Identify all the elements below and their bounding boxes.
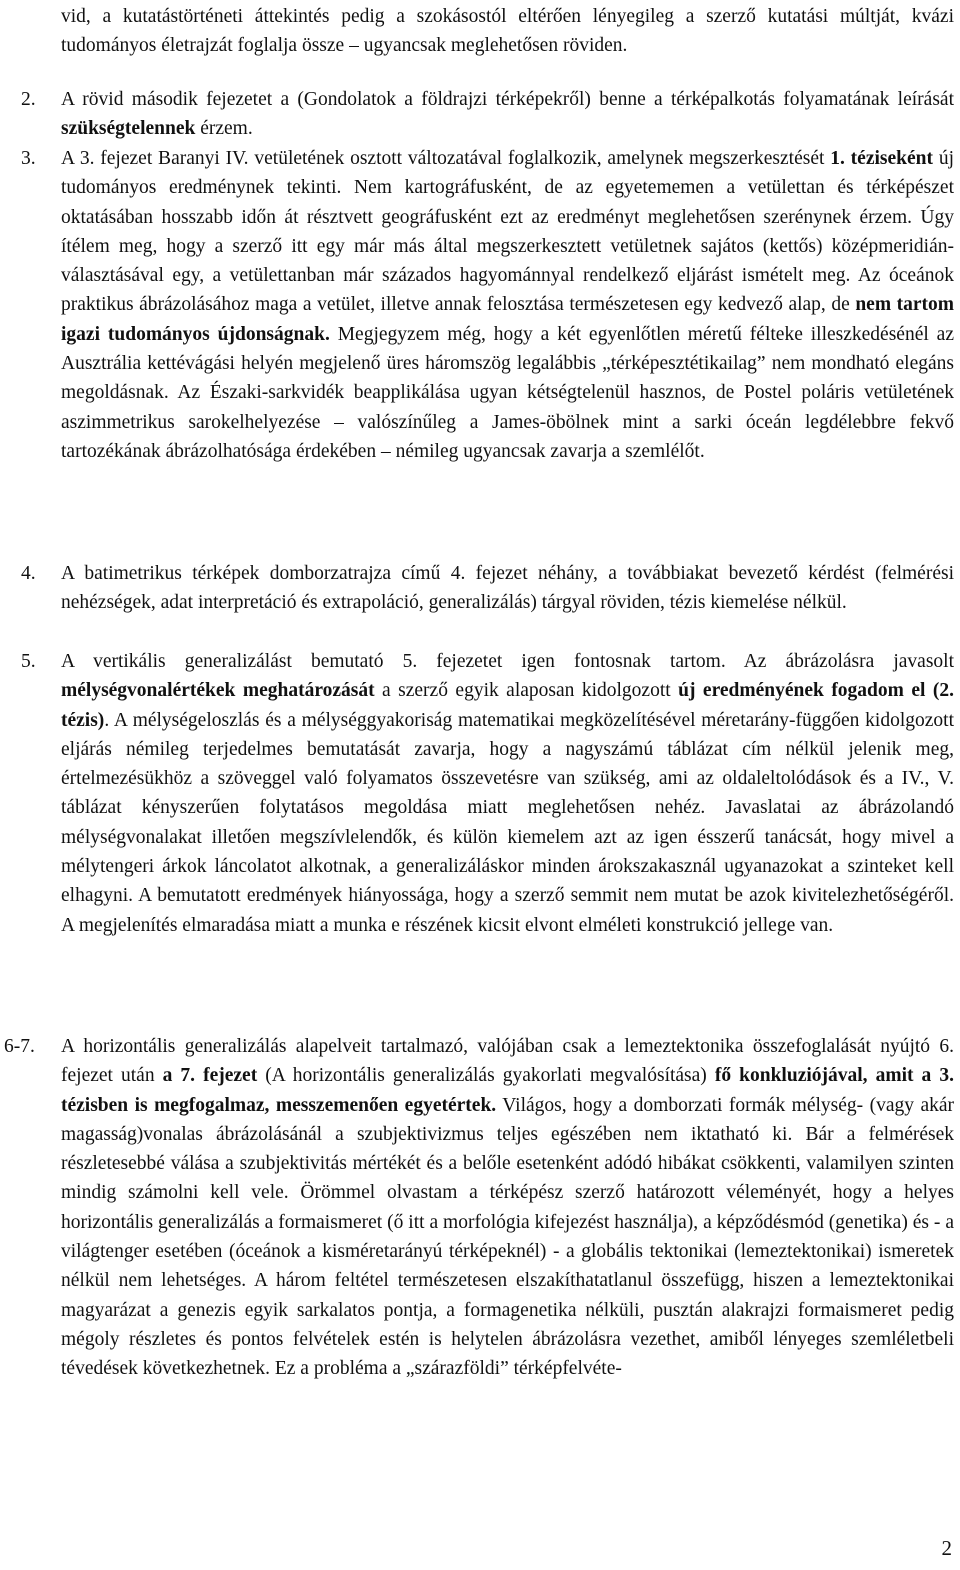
item-text [61,144,954,466]
text-run: a szerző egyik alaposan kidolgozott [374,680,679,702]
list-item-5 [0,647,954,940]
text-run: A horizontális generalizálás alapelveit tartalmazó, valójában csak a lemeztektonika összefoglalását nyújtó 6. fejezet után [61,1036,954,1087]
item-label: 3. [21,148,36,169]
bold-run: mélységvonalértékek meghatározását [61,680,375,702]
text-run: (A horizontális generalizálás gyakorlati megvalósítása) [257,1065,715,1087]
text-run: érzem. [195,118,253,140]
list-item-3 [0,144,954,466]
text-run: A batimetrikus térképek domborzatrajza című 4. fejezet néhány, a továbbiakat bevezető kérdést (felmérési nehézségek, adat interpretáció és extrapoláció, generalizálás) tárgyal röviden, tézis kiemelése nélkül. [61,563,954,614]
list-item-2 [0,85,954,144]
item-text [61,647,954,940]
list-item-6-7 [0,1032,954,1384]
bold-run: a 7. fejezet [162,1065,258,1087]
item-text [61,1032,954,1384]
item-label: 6-7. [4,1036,35,1057]
item-label: 4. [21,563,36,584]
item-label: 5. [21,651,36,672]
bold-run: szükségtelennek [61,118,196,140]
text-run: A vertikális generalizálást bemutató 5. fejezetet igen fontosnak tartom. Az ábrázolásra javasolt [61,651,954,672]
bold-run: új eredményének fogadom el (2. tézis) [61,680,954,731]
list-item-4 [0,559,954,618]
bold-run: nem tartom igazi tudományos újdonságnak. [61,294,954,345]
text-run: A 3. fejezet Baranyi IV. vetületének osztott változatával foglalkozik, amelynek megszerkesztését [61,148,831,169]
text-run: új tudományos eredménynek tekinti. Nem kartográfusként, de az egyetememen a vetülettan és térképészet oktatásában hosszabb időn át résztvett geográfusként ezt az eredményt meglehetősen szerénynek érzem. Úgy ítélem meg, hogy a szerző itt egy már más által megszerkesztett vetületnek sajátos (kettős) középmeridián-választásával egy, a vetülettanban már százados hagyománnyal rendelkező eljárást ismételt meg. Az óceánok praktikus ábrázolásához maga a vetület, illetve annak felosztása természetesen egy kedvező alap, de [61,148,954,316]
text-run: . A mélységeloszlás és a mélységgyakoriság matematikai megközelítésével méretarány-függően kidolgozott eljárás némileg terjedelmes bemutatását zavarja, hogy a nagyszámú táblázat cím nélkül jelenik meg, értelmezésükhöz a szöveggel való folyamatos összevetésre van szükség, ami az oldaleltolódások és a IV., V. táblázat kényszerűen folytatásos megoldása miatt meglehetősen nehéz. Javaslatai az ábrázolandó mélységvonalakat illetően megszívlelendők, és külön kiemelem azt az igen ésszerű tanácsát, hogy mivel a mélytengeri árkok láncolatot alkotnak, a generalizáláskor minden árokszakasznál ugyanazokat a szinteket kell elhagyni. A bemutatott eredmények hiányossága, hogy a szerző semmit nem mutat be azok kivitelezhetőségéről. A megjelenítés elmaradása miatt a munka e részének kicsit elvont elméleti konstrukció jellege van. [61,709,954,936]
intro-paragraph [0,2,954,61]
bold-run: 1. téziseként [830,148,933,169]
intro-text: vid, a kutatástörténeti áttekintés pedig a szokásostól eltérően lényegileg a szerző kutatási múltját, kvázi tudományos életrajzát foglalja össze – ugyancsak meglehetősen röviden. [61,6,954,57]
item-text [61,559,954,618]
page-number: 2 [941,1536,952,1560]
item-text [61,85,954,144]
text-run: Világos, hogy a domborzati formák mélység- (vagy akár magasság)vonalas ábrázolásánál a szubjektivizmus teljes egészében nem iktatható ki. Bár a felmérések részletesebbé válása a szubjektivitás mértékét és a belőle esetenként adódó hibákat csökkenti, valamilyen szinten mindig számolni kell vele. Örömmel olvastam a térképész szerző határozott véleményét, hogy a helyes horizontális generalizálás a formaismeret (ő itt a morfológia kifejezést használja), a képződésmód (genetika) és - a világtenger esetében (óceánok a kisméretarányú térképeknél) - a globális tektonikai (lemeztektonikai) ismeretek nélkül nem lehetséges. A három feltétel természetesen elszakíthatatlanul összefügg, hiszen a lemeztektonikai magyarázat a genezis egyik sarkalatos pontja, a formagenetika nélküli, pusztán alakrajzi formaismeret pedig mégoly részletes és pontos felvételek estén is helytelen ábrázolásra vezethet, amiből lényeges szemléletbeli tévedések következhetnek. Ez a probléma a „szárazföldi” térképfelvéte- [61,1094,955,1380]
text-run: Megjegyzem még, hogy a két egyenlőtlen méretű félteke illeszkedésénél az Ausztrália kettévágási helyén megjelenő üres háromszög legalábbis „térképesztétikailag” nem mondható elegáns megoldásnak. Az Északi-sarkvidék beapplikálása ugyan kétségtelenül hasznos, de Postel poláris vetületének aszimmetrikus sarokelhelyezése – valószínűleg a James-öbölnek mint a sarki óceán legdélebbre fekvő tartozékának ábrázolhatósága érdekében – némileg ugyancsak zavarja a szemlélőt. [61,323,954,462]
item-label: 2. [21,89,36,110]
text-run: A rövid második fejezetet a (Gondolatok a földrajzi térképekről) benne a térképalkotás folyamatának leírását [61,89,954,110]
bold-run: fő konkluziójával, amit a 3. tézisben is megfogalmaz, messzemenően egyetértek. [61,1065,954,1116]
